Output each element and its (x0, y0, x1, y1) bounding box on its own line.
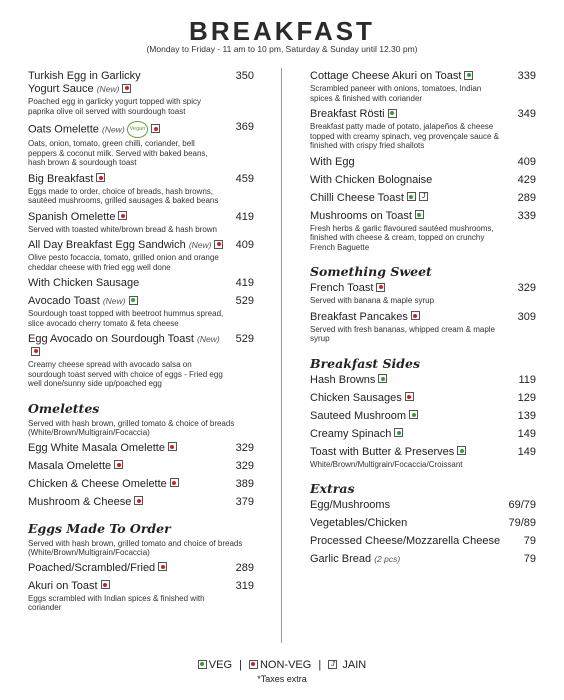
menu-item (310, 553, 536, 566)
veg-icon (415, 210, 424, 219)
item-name-block (310, 156, 506, 169)
item-name: Sauteed Mushroom (310, 409, 406, 422)
item-name: Big Breakfast (28, 172, 94, 185)
extras-item-list (310, 499, 536, 566)
section-subtitle-eggs: Served with hash brown, grilled tomato and choice of breads (White/Brown/Multigrain/Focaccia) (28, 538, 243, 557)
legend-veg: VEG (208, 659, 232, 671)
item-price: 289 (235, 561, 254, 574)
menu-item-row (28, 211, 254, 224)
item-name: With Chicken Sausage (28, 277, 140, 289)
item-price: 379 (235, 495, 254, 508)
column-divider (281, 68, 282, 643)
nonveg-icon (151, 124, 160, 133)
menu-item (28, 239, 254, 272)
item-name-block (28, 277, 224, 290)
item-name: All Day Breakfast Egg Sandwich (28, 239, 186, 251)
nonveg-icon (118, 211, 127, 220)
menu-item (310, 70, 536, 103)
item-price: 419 (235, 277, 254, 289)
menu-item (28, 478, 254, 491)
item-note: (New) (188, 240, 212, 250)
menu-item (28, 460, 254, 473)
item-note: (New) (101, 124, 125, 135)
item-name: Chicken & Cheese Omelette (28, 477, 167, 490)
menu-item (310, 535, 536, 548)
veg-icon (407, 192, 416, 201)
jain-icon: J (419, 192, 428, 201)
item-name-block (28, 121, 224, 138)
jain-icon: J (328, 660, 337, 669)
item-name: Processed Cheese/Mozzarella Cheese (310, 535, 501, 547)
legend-jain: JAIN (342, 659, 367, 671)
legend-separator: | (318, 659, 322, 671)
item-price: 129 (517, 391, 536, 404)
menu-item (310, 156, 536, 169)
item-name-block (310, 108, 506, 121)
item-name-block (310, 311, 506, 324)
item-name: French Toast (310, 282, 374, 294)
menu-item-row (310, 282, 536, 295)
menu-hours: (Monday to Friday - 11 am to 10 pm, Saturday & Sunday until 12.30 pm) (146, 44, 418, 54)
item-price: 339 (517, 209, 536, 222)
menu-item (310, 428, 536, 441)
menu-item (28, 580, 254, 613)
menu-item (28, 121, 254, 168)
nonveg-icon (376, 283, 385, 292)
menu-item-row (310, 446, 536, 459)
item-price: 349 (517, 108, 536, 120)
menu-item-row (28, 239, 254, 252)
left-column (28, 70, 254, 618)
item-price: 149 (517, 427, 536, 440)
menu-title: BREAKFAST (189, 16, 375, 46)
item-name: Garlic Bread (310, 553, 372, 565)
item-description: Olive pesto focaccia, tomato, grilled onion and orange cheddar cheese with fried egg well done (28, 253, 219, 272)
item-price: 79 (523, 535, 536, 547)
nonveg-icon (101, 580, 110, 589)
item-name-block (28, 211, 224, 224)
item-price: 79 (523, 553, 536, 565)
menu-item (310, 446, 536, 470)
item-price: 389 (235, 477, 254, 490)
item-description: Oats, onion, tomato, green chilli, coriander, bell peppers & coconut milk. Served with baked beans, hash brown & sourdough toast (28, 139, 208, 167)
vegan-icon: Vegan (127, 121, 149, 138)
item-name: Creamy Spinach (310, 427, 392, 440)
menu-item (310, 392, 536, 405)
item-name-block (310, 410, 506, 423)
menu-item-row (310, 70, 536, 83)
item-name: Hash Browns (310, 373, 376, 386)
menu-item-row (310, 410, 536, 423)
nonveg-icon (122, 84, 131, 93)
item-name: Avocado Toast (28, 295, 100, 307)
sides-item-list (310, 374, 536, 470)
item-name-block (310, 446, 506, 459)
nonveg-icon (405, 392, 414, 401)
item-name: Egg Avocado on Sourdough Toast (28, 333, 194, 345)
menu-item (310, 410, 536, 423)
veg-icon (457, 446, 466, 455)
veg-icon (464, 71, 473, 80)
item-price: 369 (235, 121, 254, 133)
nonveg-icon (249, 660, 258, 669)
item-name: Oats Omelette (28, 123, 99, 136)
item-price: 289 (517, 191, 536, 204)
item-price: 409 (517, 155, 536, 168)
item-name-block (28, 562, 224, 575)
menu-item (28, 70, 254, 116)
item-price: 529 (235, 333, 254, 345)
menu-item-row (310, 499, 536, 512)
item-description: Served with fresh bananas, whipped cream & maple syrup (310, 324, 495, 343)
nonveg-icon (170, 478, 179, 487)
section-heading-omelettes: Omelettes (28, 400, 100, 416)
menu-item (310, 374, 536, 387)
menu-item-row (310, 428, 536, 441)
item-price: 409 (235, 239, 254, 251)
veg-icon (394, 428, 403, 437)
item-price: 319 (235, 579, 254, 592)
item-name-block (310, 192, 506, 205)
menu-item (28, 211, 254, 235)
nonveg-icon (168, 442, 177, 451)
item-price: 309 (517, 310, 536, 323)
item-description: Served with toasted white/brown bread & hash brown (28, 224, 217, 234)
item-name-block (28, 478, 224, 491)
item-description: Scrambled paneer with onions, tomatoes, Indian spices & finished with coriander (310, 84, 482, 103)
menu-item (310, 517, 536, 530)
item-price: 459 (235, 172, 254, 185)
menu-item (28, 277, 254, 290)
item-name-block (310, 282, 506, 295)
item-name: Breakfast Pancakes (310, 310, 408, 323)
nonveg-icon (158, 562, 167, 571)
item-name: Masala Omelette (28, 459, 112, 472)
item-name: With Egg (310, 155, 355, 168)
item-name-block (310, 392, 506, 405)
section-subtitle-omelettes: Served with hash brown, grilled tomato & choice of breads (White/Brown/Multigrain/Focaccia) (28, 418, 235, 437)
veg-icon (409, 410, 418, 419)
veg-icon (198, 660, 207, 669)
menu-item-row (28, 173, 254, 186)
sweet-item-list (310, 282, 536, 344)
menu-item-row (310, 517, 536, 530)
item-name-block (28, 239, 224, 252)
taxes-note: *Taxes extra (257, 674, 307, 684)
item-price: 149 (517, 445, 536, 458)
menu-item (28, 295, 254, 328)
item-name: Poached/Scrambled/Fried (28, 561, 156, 574)
item-name: Vegetables/Chicken (310, 517, 408, 529)
left-item-list (28, 70, 254, 389)
item-name-block (28, 496, 224, 509)
menu-item-row (310, 374, 536, 387)
menu-item (310, 210, 536, 253)
item-description: Eggs scrambled with Indian spices & finished with coriander (28, 593, 205, 612)
item-note: (New) (197, 334, 220, 344)
menu-item-row (28, 70, 254, 96)
menu-item-row (310, 174, 536, 187)
right-column (310, 70, 536, 571)
item-name-block (310, 499, 506, 512)
item-price: 329 (235, 459, 254, 472)
veg-icon (388, 109, 397, 118)
section-heading-sweet: Something Sweet (310, 264, 432, 279)
item-name-line2: Yogurt Sauce (28, 83, 94, 95)
item-description: Breakfast patty made of potato, jalapeños & cheese topped with creamy spinach, veg provençale sauce & finished with crispy fried shallots (310, 122, 499, 150)
item-note: (New) (96, 84, 120, 94)
menu-item-row (28, 121, 254, 138)
menu-item-row (310, 553, 536, 566)
item-price: 529 (235, 295, 254, 307)
veg-icon (378, 374, 387, 383)
legend-nonveg: NON-VEG (259, 659, 312, 671)
item-description: Sourdough toast topped with beetroot hummus spread, slice avocado cherry tomato & feta cheese (28, 309, 224, 328)
item-price: 139 (517, 409, 536, 422)
item-name-block (28, 442, 224, 455)
item-name-block (310, 374, 506, 387)
item-price: 329 (235, 441, 254, 454)
nonveg-icon (114, 460, 123, 469)
section-heading-sides: Breakfast Sides (310, 355, 421, 371)
item-name-block (28, 333, 224, 359)
right-item-list (310, 70, 536, 252)
menu-item-row (310, 535, 536, 548)
menu-item-row (310, 392, 536, 405)
menu-item (28, 562, 254, 575)
item-name-block (28, 70, 224, 96)
item-name: Toast with Butter & Preserves (310, 445, 455, 458)
veg-icon (129, 296, 138, 305)
item-name: With Chicken Bolognaise (310, 173, 433, 186)
item-name-block (310, 210, 506, 223)
item-price: 329 (517, 282, 536, 294)
item-price: 69/79 (508, 499, 536, 511)
legend-separator: | (239, 659, 242, 671)
item-name-block (310, 517, 506, 530)
item-name: Spanish Omelette (28, 210, 116, 223)
menu-item-row (28, 277, 254, 290)
item-name: Breakfast Rösti (310, 108, 385, 120)
item-note: (New) (102, 296, 126, 306)
nonveg-icon (96, 173, 105, 182)
menu-item-row (310, 156, 536, 169)
item-price: 79/89 (508, 517, 536, 529)
item-price: 119 (518, 373, 536, 386)
item-name-block (310, 535, 506, 548)
item-note: (2 pcs) (374, 554, 401, 564)
item-price: 339 (517, 70, 536, 82)
menu-item (28, 333, 254, 389)
item-description: Served with banana & maple syrup (310, 296, 435, 305)
item-price: 429 (517, 173, 536, 186)
item-name-block (28, 295, 224, 308)
item-name: Chicken Sausages (310, 391, 402, 404)
item-name-block (310, 428, 506, 441)
nonveg-icon (214, 240, 223, 249)
menu-item-row (28, 580, 254, 593)
item-name: Egg/Mushrooms (310, 499, 391, 511)
menu-item-row (310, 108, 536, 121)
menu-item-row (310, 210, 536, 223)
egg-item-list (28, 562, 254, 613)
item-name: Cottage Cheese Akuri on Toast (310, 70, 462, 82)
menu-item (310, 499, 536, 512)
item-name-block (310, 174, 506, 187)
menu-item (310, 282, 536, 306)
menu-item-row (28, 496, 254, 509)
omelette-item-list (28, 442, 254, 509)
menu-item-row (28, 478, 254, 491)
item-name: Mushroom & Cheese (28, 495, 132, 508)
menu-item-row (28, 442, 254, 455)
item-price: 419 (235, 210, 254, 223)
item-name-block (310, 553, 506, 566)
item-name: Turkish Egg in Garlicky (28, 70, 141, 82)
menu-item-row (28, 333, 254, 359)
item-name: Egg White Masala Omelette (28, 441, 165, 454)
menu-item (310, 311, 536, 344)
menu-item (310, 174, 536, 187)
menu-item-row (310, 192, 536, 205)
nonveg-icon (31, 347, 40, 356)
item-name-block (28, 173, 224, 186)
menu-item-row (310, 311, 536, 324)
nonveg-icon (134, 496, 143, 505)
nonveg-icon (411, 311, 420, 320)
item-name-block (28, 580, 224, 593)
item-description: Fresh herbs & garlic flavoured sautéed mushrooms, finished with cheese & cream, topped on crunchy French Baguette (310, 223, 494, 252)
menu-item (310, 192, 536, 205)
item-name-block (28, 460, 224, 473)
item-description: Poached egg in garlicky yogurt topped with spicy paprika olive oil served with sourdough toast (28, 97, 201, 116)
menu-item (28, 173, 254, 206)
item-price: 350 (235, 70, 254, 82)
item-description: Eggs made to order, choice of breads, hash browns, sautéed mushrooms, grilled sausages & baked beans (28, 186, 219, 205)
item-name-block (310, 70, 506, 83)
menu-item-row (28, 460, 254, 473)
item-description: Creamy cheese spread with avocado salsa on sourdough toast served with choice of eggs - Fried egg well done/sunny side up/poached egg (28, 360, 223, 388)
item-name: Mushrooms on Toast (310, 209, 412, 222)
menu-item-row (28, 562, 254, 575)
item-name: Akuri on Toast (28, 579, 98, 592)
menu-item (310, 108, 536, 151)
menu-item (28, 442, 254, 455)
diet-legend (0, 659, 564, 671)
menu-item-row (28, 295, 254, 308)
section-heading-eggs: Eggs Made To Order (28, 520, 171, 536)
item-description: White/Brown/Multigrain/Focaccia/Croissant (310, 459, 463, 469)
section-heading-extras: Extras (310, 481, 355, 496)
menu-item (28, 496, 254, 509)
item-name: Chilli Cheese Toast (310, 191, 404, 204)
